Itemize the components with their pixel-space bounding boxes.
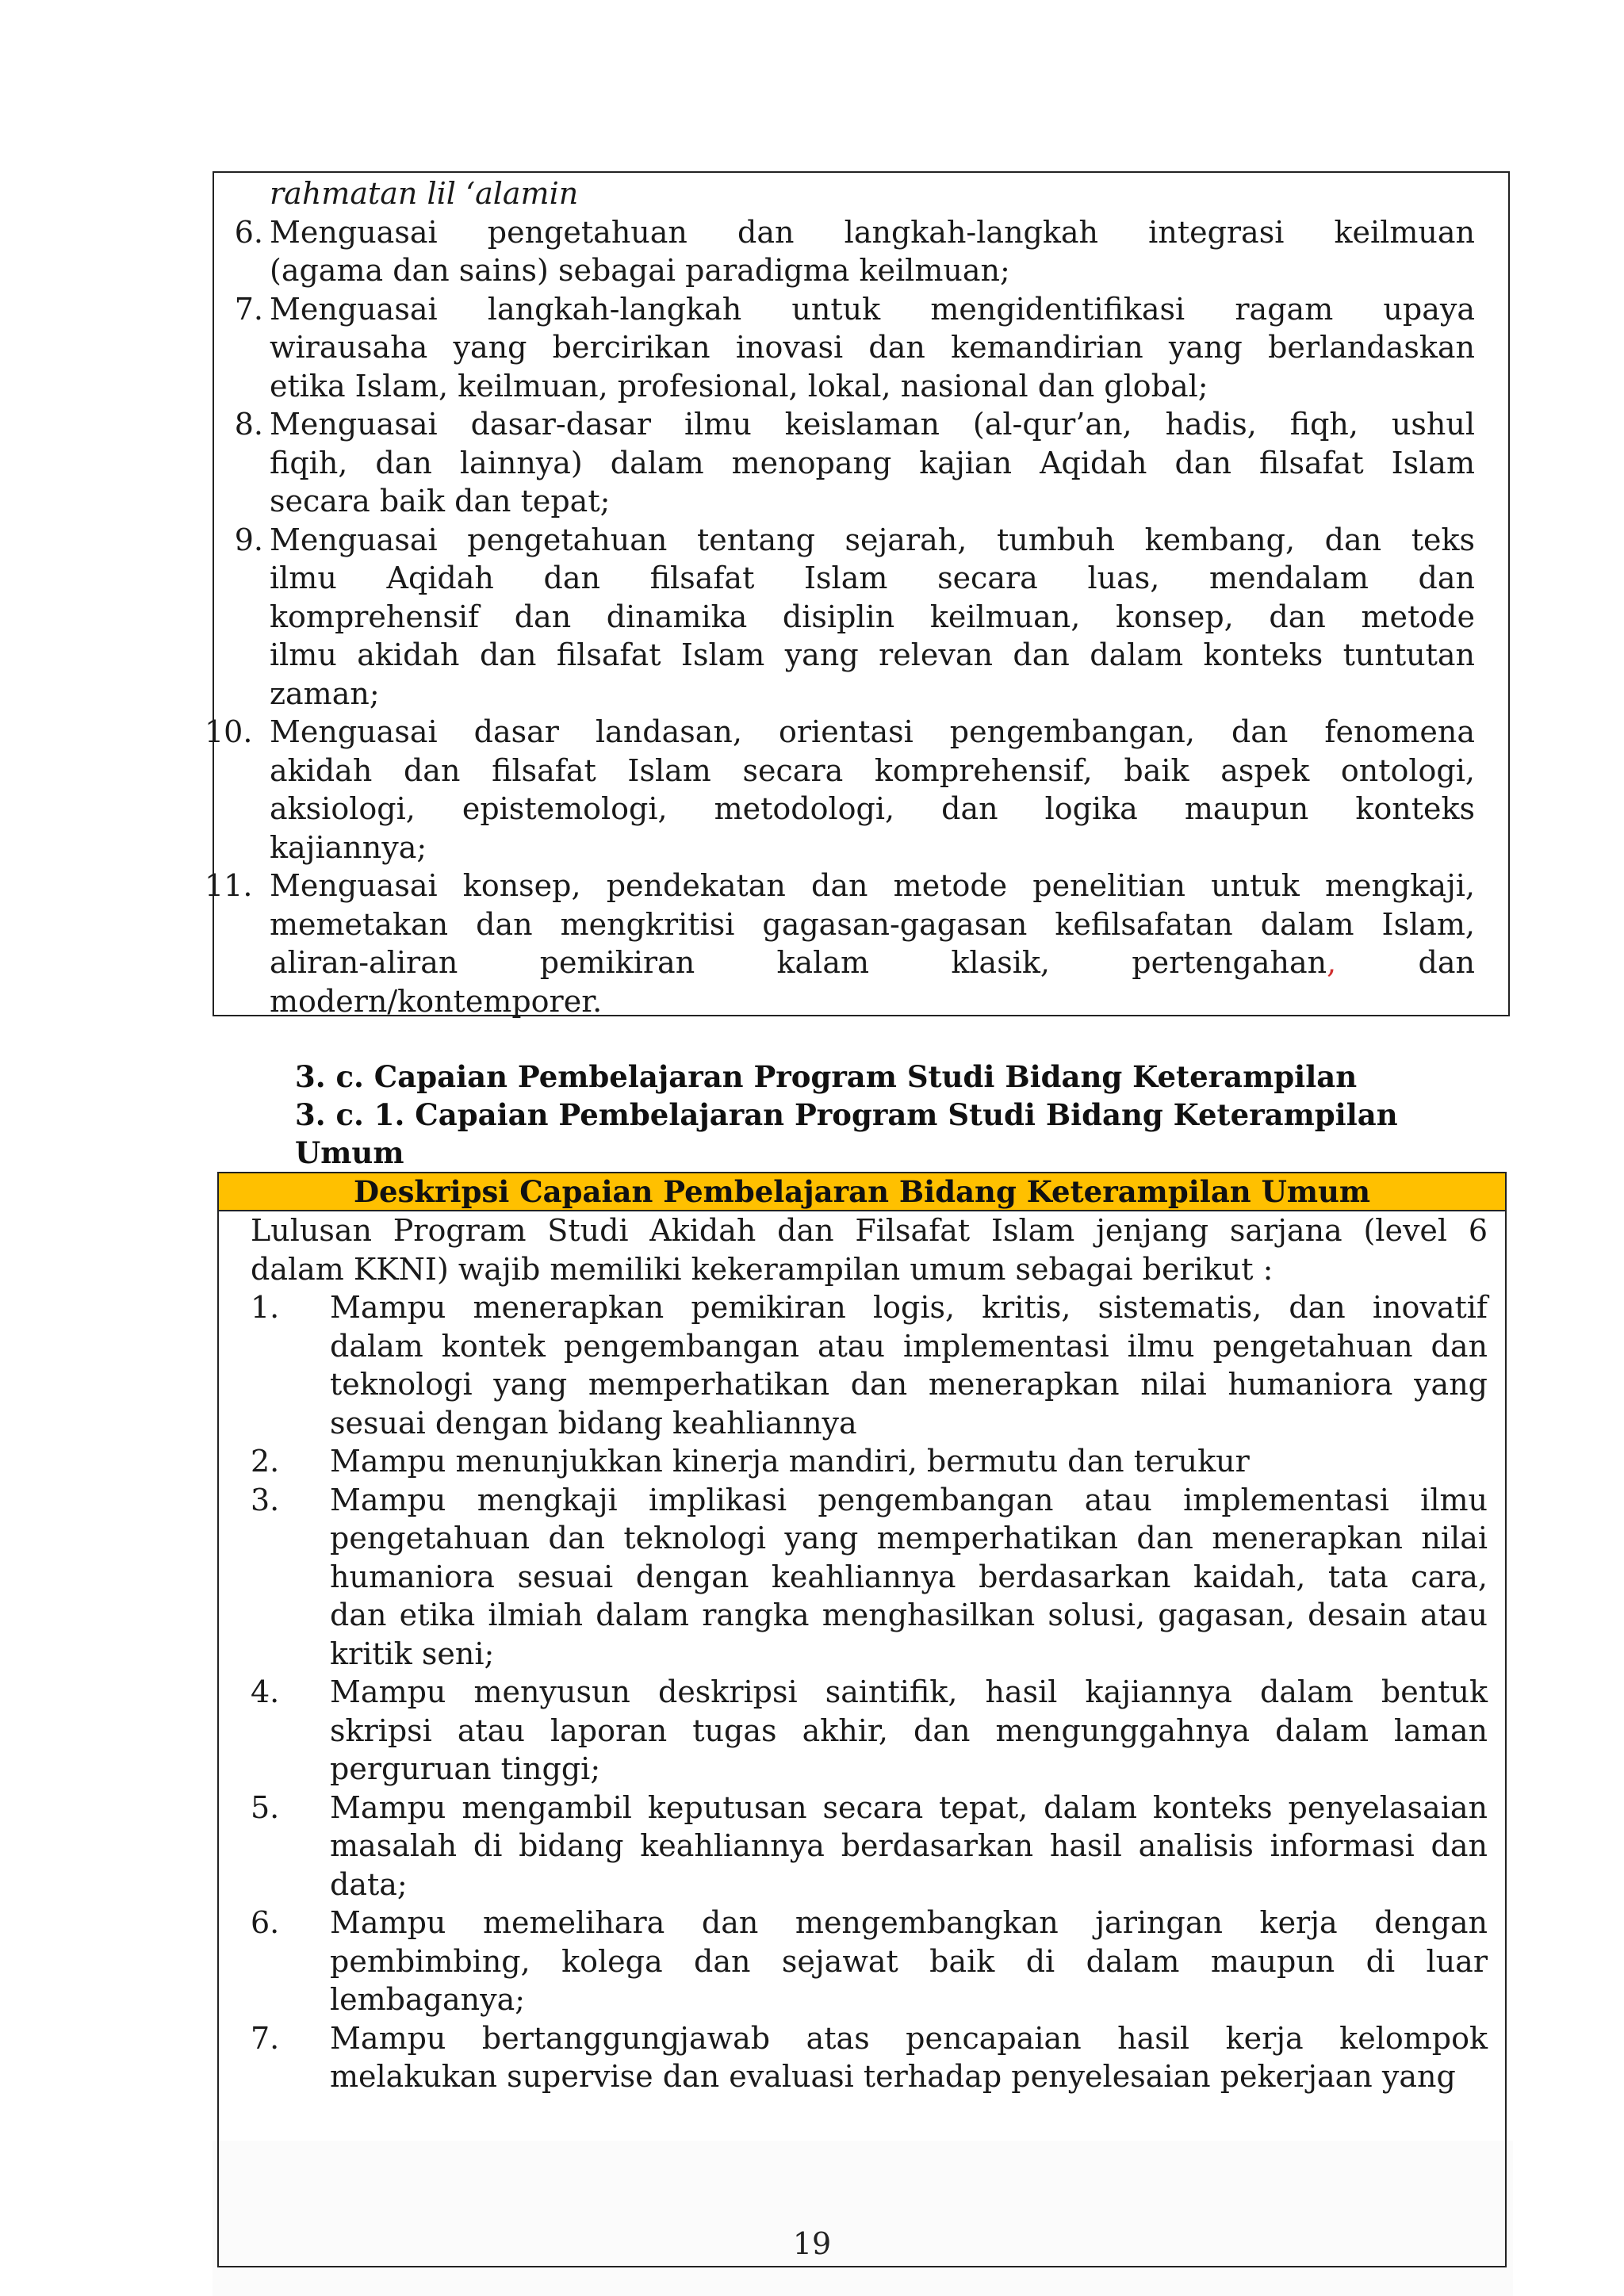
text-line: aliran-aliran pemikiran kalam klasik, pertengahan, dan — [270, 945, 1475, 980]
text-line: ilmu Aqidah dan filsafat Islam secara luas, mendalam dan — [270, 561, 1475, 595]
text-line: melakukan supervise dan evaluasi terhadap penyelesaian pekerjaan yang — [330, 2059, 1456, 2094]
general-skills-table-body — [251, 1211, 1488, 2096]
text-line: data; — [330, 1866, 408, 1902]
text-line: dalam KKNI) wajib memiliki kekerampilan umum sebagai berikut : — [251, 1251, 1274, 1287]
general-skills-list — [251, 1288, 1488, 2096]
text-line: modern/kontemporer. — [270, 983, 603, 1019]
text-line: sesuai dengan bidang keahliannya — [330, 1405, 857, 1441]
text-line: kritik seni; — [330, 1636, 495, 1671]
list-item-number: 1. — [251, 1290, 280, 1325]
text-line: ilmu akidah dan filsafat Islam yang relevan dan dalam konteks tuntutan — [270, 637, 1475, 672]
text-line: Mampu memelihara dan mengembangkan jaringan kerja dengan — [330, 1905, 1488, 1940]
list-item — [234, 521, 1475, 714]
general-skills-table-header: Deskripsi Capaian Pembelajaran Bidang Keterampilan Umum — [219, 1173, 1505, 1211]
text-line: Menguasai langkah-langkah untuk mengidentifikasi ragam upaya — [270, 291, 1475, 327]
list-item — [234, 213, 1475, 290]
list-item — [205, 713, 1475, 867]
list-item-text — [270, 867, 1475, 1020]
list-item — [251, 2019, 1488, 2096]
text-line: Menguasai pengetahuan tentang sejarah, tumbuh kembang, dan teks — [270, 522, 1475, 557]
list-item-number: 2. — [251, 1444, 280, 1479]
section-heading-3c1-cont: Umum — [295, 1135, 404, 1170]
text-line: etika Islam, keilmuan, profesional, lokal, nasional dan global; — [270, 368, 1208, 404]
knowledge-outcomes-box — [205, 171, 1510, 1019]
general-skills-intro — [251, 1211, 1488, 1288]
text-line: pengetahuan dan teknologi yang memperhatikan dan menerapkan nilai — [330, 1521, 1488, 1556]
list-item — [234, 405, 1475, 521]
text-line: pembimbing, kolega dan sejawat baik di dalam maupun di luar — [330, 1943, 1488, 1979]
text-line: kajiannya; — [270, 829, 427, 865]
text-line: Mampu bertanggungjawab atas pencapaian hasil kerja kelompok — [330, 2020, 1488, 2056]
section-heading-3c: 3. c. Capaian Pembelajaran Program Studi Bidang Keterampilan — [295, 1059, 1358, 1094]
list-item-number: 8. — [234, 407, 263, 442]
list-item-number: 9. — [234, 522, 263, 557]
list-item — [251, 1789, 1488, 1904]
text-line: Mampu menerapkan pemikiran logis, kritis, sistematis, dan inovatif — [330, 1290, 1488, 1325]
text-line: masalah di bidang keahliannya berdasarkan hasil analisis informasi dan — [330, 1828, 1488, 1863]
list-item — [251, 1673, 1488, 1789]
text-line: lembaganya; — [330, 1982, 526, 2017]
text-line: Menguasai konsep, pendekatan dan metode penelitian untuk mengkaji, — [270, 868, 1475, 903]
list-item — [251, 1481, 1488, 1674]
text-line: Menguasai dasar landasan, orientasi pengembangan, dan fenomena — [270, 714, 1475, 749]
list-item-number: 6. — [234, 214, 263, 250]
page-number: 19 — [792, 2226, 832, 2261]
list-item-text — [330, 1904, 1488, 2019]
list-item-text — [330, 1288, 1488, 1442]
text-line: wirausaha yang bercirikan inovasi dan kemandirian yang berlandaskan — [270, 330, 1475, 365]
text-line: dalam kontek pengembangan atau implementasi ilmu pengetahuan dan — [330, 1328, 1488, 1364]
text-line: skripsi atau laporan tugas akhir, dan mengunggahnya dalam laman — [330, 1712, 1488, 1748]
list-item — [251, 1288, 1488, 1442]
list-item — [251, 1904, 1488, 2019]
list-item-text — [330, 2019, 1488, 2096]
list-item-text — [330, 1789, 1488, 1904]
list-item-text — [270, 405, 1475, 521]
list-item-text — [270, 213, 1475, 290]
text-line: Mampu mengkaji implikasi pengembangan atau implementasi ilmu — [330, 1482, 1488, 1517]
text-line: memetakan dan mengkritisi gagasan-gagasan kefilsafatan dalam Islam, — [270, 906, 1475, 942]
list-item-number: 4. — [251, 1674, 280, 1709]
text-line: (agama dan sains) sebagai paradigma keilmuan; — [270, 253, 1010, 288]
text-line: komprehensif dan dinamika disiplin keilmuan, konsep, dan metode — [270, 599, 1475, 634]
text-line: teknologi yang memperhatikan dan menerapkan nilai humaniora yang — [330, 1367, 1488, 1402]
list-item-text — [330, 1673, 1488, 1789]
text-line: Menguasai dasar-dasar ilmu keislaman (al-qur’an, hadis, fiqh, ushul — [270, 407, 1475, 442]
text-line: Mampu menunjukkan kinerja mandiri, bermutu dan terukur — [330, 1444, 1250, 1479]
text-line: perguruan tinggi; — [330, 1751, 601, 1786]
lead-line: rahmatan lil ‘alamin — [270, 176, 579, 211]
list-item-text — [270, 290, 1475, 406]
list-item-number: 3. — [251, 1482, 280, 1517]
list-item — [205, 867, 1475, 1020]
list-item — [251, 1442, 1488, 1481]
text-line: Lulusan Program Studi Akidah dan Filsafat Islam jenjang sarjana (level 6 — [251, 1213, 1488, 1248]
text-line: zaman; — [270, 675, 380, 711]
list-item-text — [330, 1481, 1488, 1674]
text-line: aksiologi, epistemologi, metodologi, dan logika maupun konteks — [270, 791, 1475, 826]
text-line: Mampu mengambil keputusan secara tepat, dalam konteks penyelasaian — [330, 1789, 1488, 1825]
knowledge-outcomes-body — [205, 174, 1475, 1020]
list-item-number: 11. — [205, 868, 253, 903]
text-line: secara baik dan tepat; — [270, 484, 611, 519]
list-item-number: 5. — [251, 1789, 280, 1825]
text-line: akidah dan filsafat Islam secara komprehensif, baik aspek ontologi, — [270, 752, 1475, 788]
list-item-number: 10. — [205, 714, 253, 749]
list-item-number: 7. — [251, 2020, 280, 2056]
list-item-number: 6. — [251, 1905, 280, 1940]
list-item-number: 7. — [234, 291, 263, 327]
text-line: Menguasai pengetahuan dan langkah-langkah integrasi keilmuan — [270, 214, 1475, 250]
section-heading-3c1: 3. c. 1. Capaian Pembelajaran Program Studi Bidang Keterampilan — [295, 1097, 1398, 1132]
knowledge-outcomes-list — [205, 213, 1475, 1021]
text-line: humaniora sesuai dengan keahliannya berdasarkan kaidah, tata cara, — [330, 1559, 1488, 1594]
list-item-text — [270, 521, 1475, 714]
list-item — [234, 290, 1475, 406]
list-item-text — [270, 713, 1475, 867]
text-line: fiqih, dan lainnya) dalam menopang kajian Aqidah dan filsafat Islam — [270, 445, 1475, 480]
list-item-text — [330, 1442, 1488, 1481]
general-skills-table — [217, 1172, 1507, 2267]
text-line: Mampu menyusun deskripsi saintifik, hasil kajiannya dalam bentuk — [330, 1674, 1488, 1709]
text-line: dan etika ilmiah dalam rangka menghasilkan solusi, gagasan, desain atau — [330, 1598, 1488, 1632]
